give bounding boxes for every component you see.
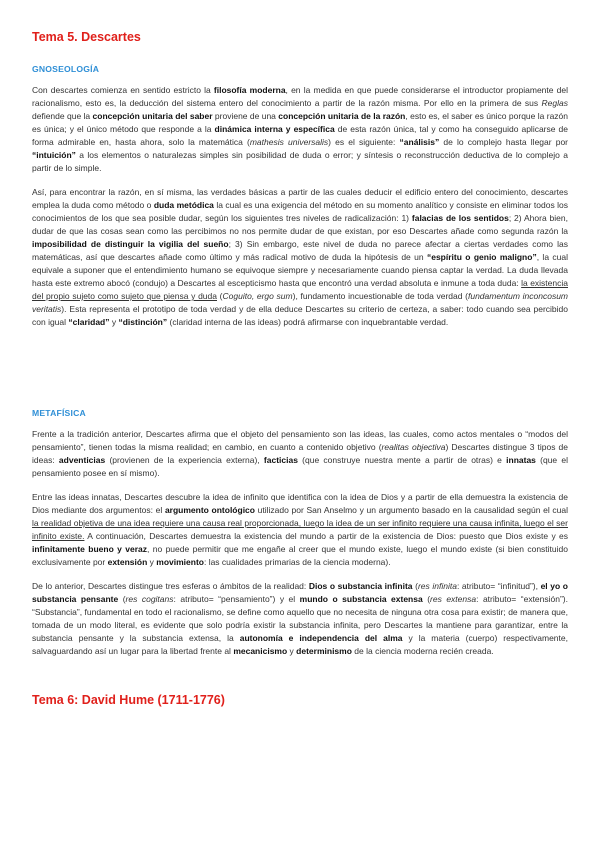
paragraph-gnoseologia-2: Así, para encontrar la razón, en sí misma, las verdades básicas a partir de las cuales deducir el edificio entero del conocimiento, descartes emplea la duda como método o duda metódica la cual es una exigencia del método en su momento analítico y consiste en eliminar todos los conocimientos de los que sea posible dudar, según los siguientes tres niveles de radicalización: 1) falacias de los sentidos; 2) Ahora bien, dudar de que las cosas sean como las percibimos no nos permite dudar de que existan, por eso Descartes añade como segunda razón la imposibilidad de distinguir la vigilia del sueño; 3) Sin embargo, este nivel de duda no parece afectar a ciertas verdades como las matemáticas, así que descartes añade como último y más radical motivo de duda la hipótesis de un “espíritu o genio maligno”, la cual equivale a suponer que el entendimiento humano se equivoque siempre y necesariamente cuando piensa captar la verdad. La duda llevada hasta este extremo abocó (condujo) a Descartes al escepticismo hasta que encontró una verdad absoluta e inmune a toda duda: la existencia del propio sujeto como sujeto que piensa y duda (Coguito, ergo sum), fundamento incuestionable de toda verdad (fundamentum inconcosum veritatis). Esta representa el prototipo de toda verdad y de ella deduce Descartes su criterio de certeza, a saber: todo cuando sea percibido con igual “claridad” y “distinción” (claridad interna de las ideas) podrá afirmarse con inquebrantable verdad. xyxy=(32,187,569,327)
paragraph-metafisica-3: De lo anterior, Descartes distingue tres esferas o ámbitos de la realidad: Dios o substancia infinita (res infinita: atributo= “infinitud”), el yo o substancia pensante (res cogitans: atributo= “pensamiento”) y el mundo o substancia extensa (res extensa: atributo= “extensión”). “Substancia”, fundamental en todo el racionalismo, se define como aquello que no necesita de ninguna otra cosa para existir; de manera que, tomada de un modo literal, es evidente que solo podría existir la substancia infinita, pero Descartes la mantiene para garantizar, entre la substancia pensante y la substancia extensa, la autonomía e independencia del alma y la materia (cuerpo) respectivamente, salvaguardando así un lugar para la libertad frente al mecanicismo y determinismo de la ciencia moderna recién creada. xyxy=(32,581,568,656)
paragraph-metafisica-1: Frente a la tradición anterior, Descartes afirma que el objeto del pensamiento son las ideas, las cuales, como actos mentales o “modos del pensamiento”, tienen todas la misma realidad; en cambio, en cuanto a contenido objetivo (realitas objectiva) Descartes distingue 3 tipos de ideas: adventicias (provienen de la experiencia externa), facticias (que construye nuestra mente a partir de otras) e innatas (que el pensamiento posee en sí mismo). xyxy=(32,429,569,478)
section-heading-gnoseologia: GNOSEOLOGÍA xyxy=(32,64,100,74)
section-spacer xyxy=(32,669,568,693)
next-topic-title: Tema 6: David Hume (1711-1776) xyxy=(32,693,225,707)
paragraph-metafisica-2: Entre las ideas innatas, Descartes descubre la idea de infinito que identifica con la idea de Dios y a partir de ella demuestra la existencia de Dios mediante dos argumentos: el argumento ontológico utilizado por San Anselmo y un argumento basado en la causalidad según el cual la realidad objetiva de una idea requiere una causa real proporcionada, luego la idea de un ser infinito requiere una causa infinita, luego el ser infinito existe. A continuación, Descartes demuestra la existencia del mundo a partir de la existencia de Dios: puesto que Dios existe y es infinitamente bueno y veraz, no puede permitir que me engañe al creer que el mundo existe, luego el mundo existe (si bien constituido exclusivamente por extensión y movimiento: las cualidades primarias de la ciencia moderna). xyxy=(32,492,568,567)
section-heading-metafisica: METAFÍSICA xyxy=(32,408,86,418)
page-title: Tema 5. Descartes xyxy=(32,30,141,44)
section-spacer xyxy=(32,340,568,388)
paragraph-gnoseologia-1: Con descartes comienza en sentido estricto la filosofía moderna, en la medida en que puede considerarse el introductor propiamente del racionalismo, esto es, la deducción del sistema entero del conocimiento a partir de la razón misma. Por ello en la primera de sus Reglas defiende que la concepción unitaria del saber proviene de una concepción unitaria de la razón, esto es, el saber es único porque la razón es única; y el único método que responde a la dinámica interna y específica de esta razón única, tal y como ha conseguido aplicarse de forma admirable en, hasta ahora, solo la matemática (mathesis universalis) es el siguiente: “análisis” de lo complejo hasta llegar por “intuición” a los elementos o naturalezas simples sin posibilidad de duda o error; y síntesis o reconstrucción deductiva de lo complejo a partir de lo simple. xyxy=(32,85,569,173)
